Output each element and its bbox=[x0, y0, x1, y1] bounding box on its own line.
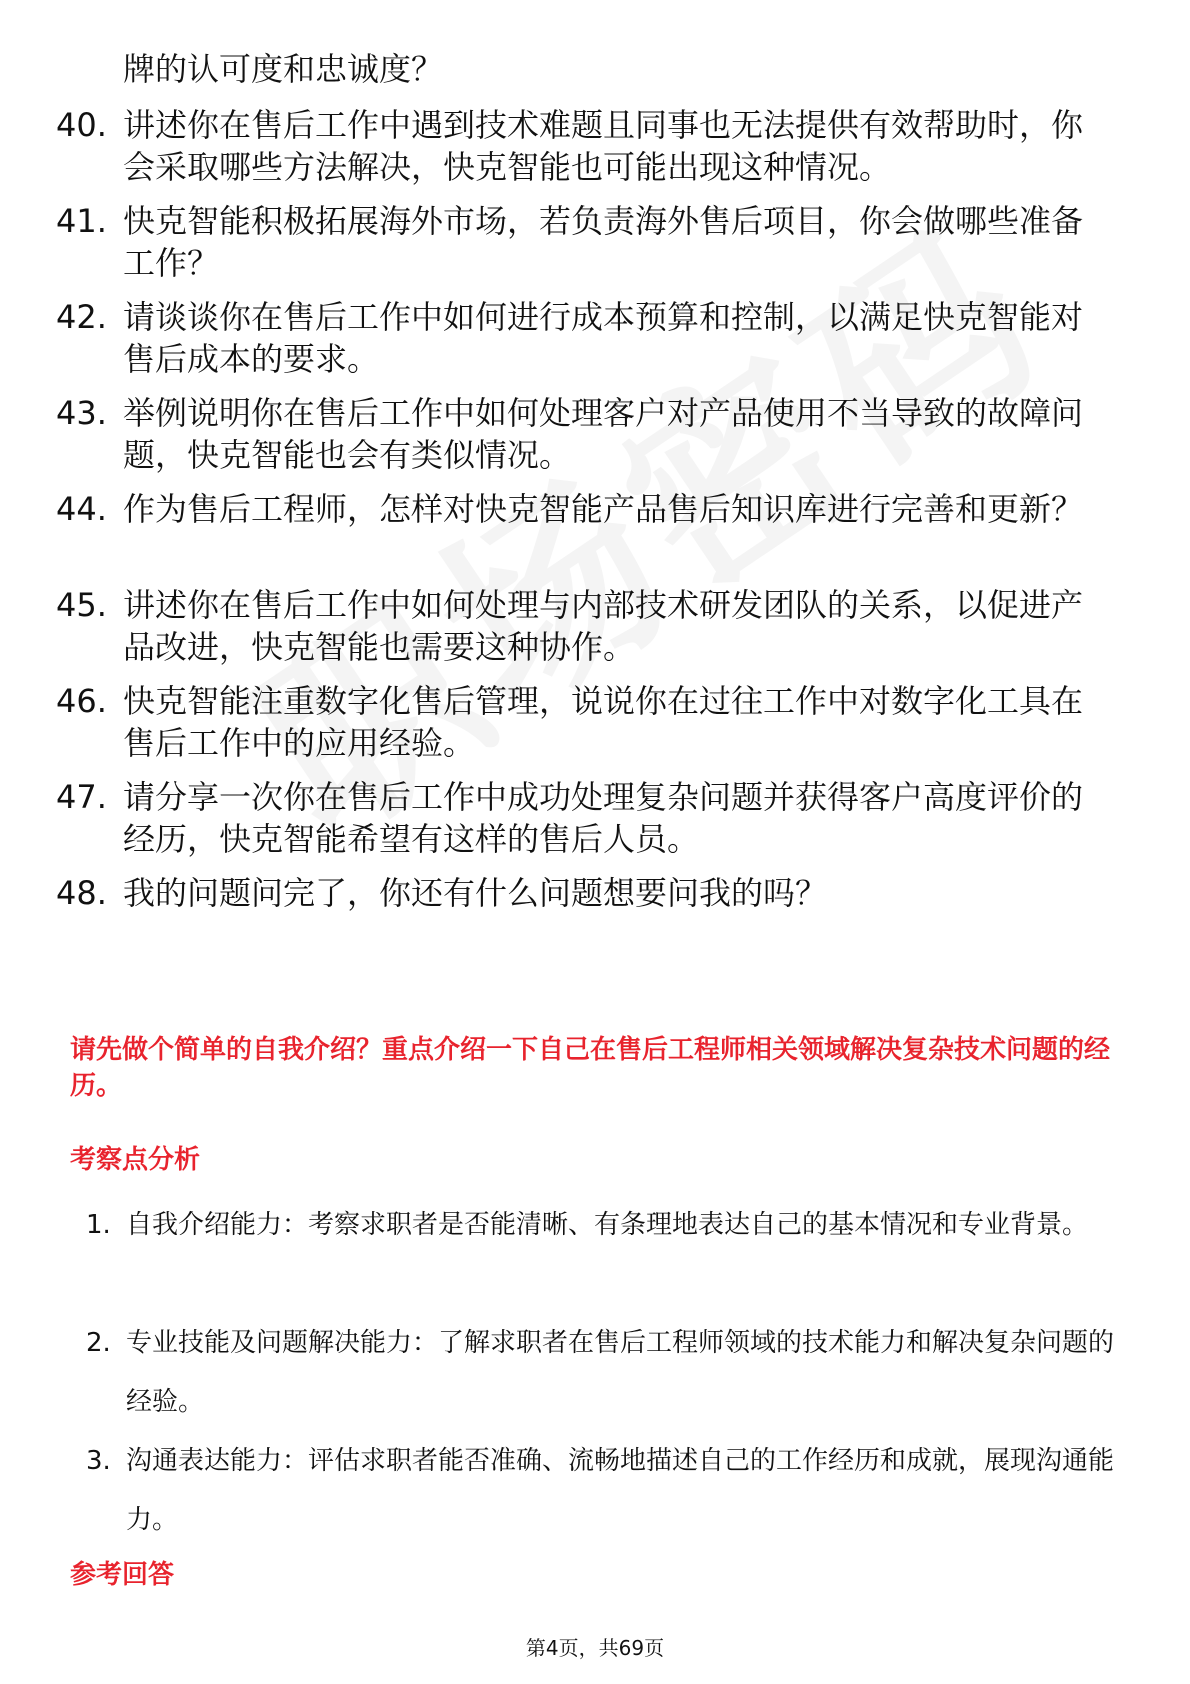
question-number: 45. bbox=[56, 586, 107, 624]
point-text: 沟通表达能力：评估求职者能否准确、流畅地描述自己的工作经历和成就，展现沟通能力。 bbox=[126, 1446, 1115, 1535]
question-text: 请分享一次你在售后工作中成功处理复杂问题并获得客户高度评价的经历，快克智能希望有这样的售后人员。 bbox=[123, 778, 1084, 858]
question-text: 快克智能积极拓展海外市场，若负责海外售后项目，你会做哪些准备工作？ bbox=[123, 202, 1084, 282]
interview-question: 请先做个简单的自我介绍？重点介绍一下自己在售后工程师相关领域解决复杂技术问题的经历。 bbox=[70, 1035, 1111, 1101]
page-number: 第4页，共69页 bbox=[525, 1636, 665, 1660]
point-text: 专业技能及问题解决能力：了解求职者在售后工程师领域的技术能力和解决复杂问题的经验。 bbox=[126, 1328, 1115, 1417]
point-number: 2. bbox=[86, 1328, 111, 1358]
question-text: 快克智能注重数字化售后管理，说说你在过往工作中对数字化工具在售后工作中的应用经验。 bbox=[123, 682, 1084, 762]
question-text: 讲述你在售后工作中如何处理与内部技术研发团队的关系，以促进产品改进，快克智能也需要这种协作。 bbox=[123, 586, 1084, 666]
question-text: 我的问题问完了，你还有什么问题想要问我的吗？ bbox=[123, 874, 828, 912]
question-number: 41. bbox=[56, 202, 107, 240]
analysis-heading: 考察点分析 bbox=[70, 1145, 201, 1175]
point-text: 自我介绍能力：考察求职者是否能清晰、有条理地表达自己的基本情况和专业背景。 bbox=[126, 1210, 1089, 1240]
question-text: 举例说明你在售后工作中如何处理客户对产品使用不当导致的故障问题，快克智能也会有类似情况。 bbox=[123, 394, 1084, 474]
question-number: 48. bbox=[56, 874, 107, 912]
point-number: 1. bbox=[86, 1210, 111, 1240]
question-text: 请谈谈你在售后工作中如何进行成本预算和控制，以满足快克智能对售后成本的要求。 bbox=[123, 298, 1084, 378]
question-number: 42. bbox=[56, 298, 107, 336]
question-text: 作为售后工程师，怎样对快克智能产品售后知识库进行完善和更新？ bbox=[123, 490, 1084, 528]
point-number: 3. bbox=[86, 1446, 111, 1476]
question-number: 46. bbox=[56, 682, 107, 720]
question-number: 44. bbox=[56, 490, 107, 528]
question-number: 43. bbox=[56, 394, 107, 432]
answer-heading: 参考回答 bbox=[70, 1560, 175, 1590]
question-number: 40. bbox=[56, 106, 107, 144]
question-number: 47. bbox=[56, 778, 107, 816]
question-text: 讲述你在售后工作中遇到技术难题且同事也无法提供有效帮助时，你会采取哪些方法解决，快克智能也可能出现这种情况。 bbox=[123, 106, 1084, 186]
question-text: 牌的认可度和忠诚度？ bbox=[123, 50, 444, 88]
